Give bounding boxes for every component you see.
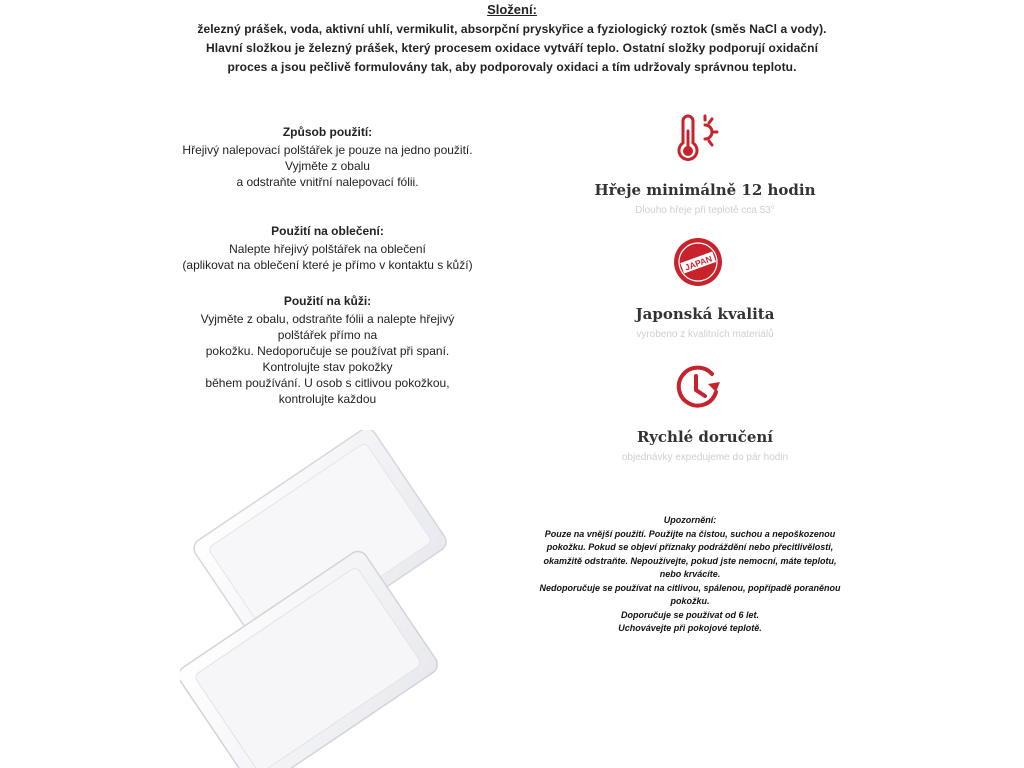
japan-quality-seal-icon — [672, 236, 724, 288]
heating-pads-image — [180, 430, 490, 768]
usage-skin-line: Kontrolujte stav pokožky — [262, 360, 393, 374]
usage-skin-line: pokožku. Nedoporučuje se používat při spaní. — [205, 344, 450, 358]
composition-line: Hlavní složkou je železný prášek, který procesem oxidace vytváří teplo. Ostatní složky podporují oxidační — [205, 41, 819, 55]
usage-skin-section — [110, 293, 545, 407]
usage-method-heading: Způsob použití: — [282, 125, 373, 139]
feature-subtitle: objednávky expedujeme do pár hodin — [621, 452, 789, 463]
composition-line: železný prášek, voda, aktivní uhlí, vermikulit, absorpční pryskyřice a fyziologický roztok (směs NaCl a vody). — [197, 22, 827, 36]
feature-subtitle: vyrobeno z kvalitních materiálů — [636, 329, 774, 340]
usage-method-section — [110, 124, 545, 190]
warning-line: pokožku. — [670, 596, 710, 606]
warning-line: nebo krvácíte. — [659, 569, 721, 579]
warning-section — [480, 514, 900, 636]
feature-title: Hřeje minimálně 12 hodin — [594, 181, 816, 199]
usage-method-line: Hřejivý nalepovací polštářek je pouze na jedno použití. — [182, 143, 473, 157]
usage-skin-line: polštářek přímo na — [277, 328, 378, 342]
feature-quality — [540, 305, 870, 340]
warning-line: Doporučuje se používat od 6 let. — [620, 609, 760, 620]
warning-line: okamžitě odstraňte. Nepoužívejte, pokud jste nemocní, máte teplotu, — [543, 555, 837, 566]
usage-skin-line: Vyjměte z obalu, odstraňte fólii a nalepte hřejivý — [200, 312, 455, 326]
clock-delivery-icon — [672, 362, 724, 414]
warning-line: Pouze na vnější použití. Použijte na čistou, suchou a nepoškozenou — [544, 528, 836, 539]
usage-clothing-line: Nalepte hřejivý polštářek na oblečení — [229, 242, 426, 256]
feature-heating — [540, 181, 870, 216]
usage-skin-line: během používání. U osob s citlivou pokožkou, — [205, 376, 450, 390]
composition-heading: Složení: — [487, 2, 537, 17]
feature-subtitle: Dlouho hřeje při teplotě cca 53° — [635, 205, 775, 216]
warning-line: Nedoporučuje se používat na citlivou, spálenou, popřípadě poraněnou — [539, 582, 841, 593]
usage-clothing-section — [110, 223, 545, 273]
usage-skin-line: kontrolujte každou — [278, 392, 377, 406]
usage-method-line: Vyjměte z obalu — [285, 159, 370, 173]
feature-delivery — [540, 428, 870, 463]
warning-line: pokožku. Pokud se objeví příznaky podráždění nebo přecitlivělosti, — [546, 542, 834, 552]
usage-clothing-heading: Použití na oblečení: — [271, 224, 384, 238]
feature-title: Japonská kvalita — [635, 305, 775, 323]
warning-heading: Upozornění: — [663, 515, 717, 525]
usage-clothing-line: (aplikovat na oblečení které je přímo v kontaktu s kůží) — [182, 258, 473, 272]
thermometer-sun-icon — [675, 113, 721, 165]
warning-line: Uchovávejte při pokojové teplotě. — [618, 623, 762, 633]
feature-title: Rychlé doručení — [636, 428, 773, 446]
composition-line: proces a jsou pečlivě formulovány tak, aby podporovaly oxidaci a tím udržovaly správnou teplotu. — [227, 60, 797, 74]
usage-skin-heading: Použití na kůži: — [283, 294, 372, 308]
seal-text: JAPAN — [683, 253, 714, 273]
usage-method-line: a odstraňte vnitřní nalepovací fólii. — [236, 175, 419, 189]
